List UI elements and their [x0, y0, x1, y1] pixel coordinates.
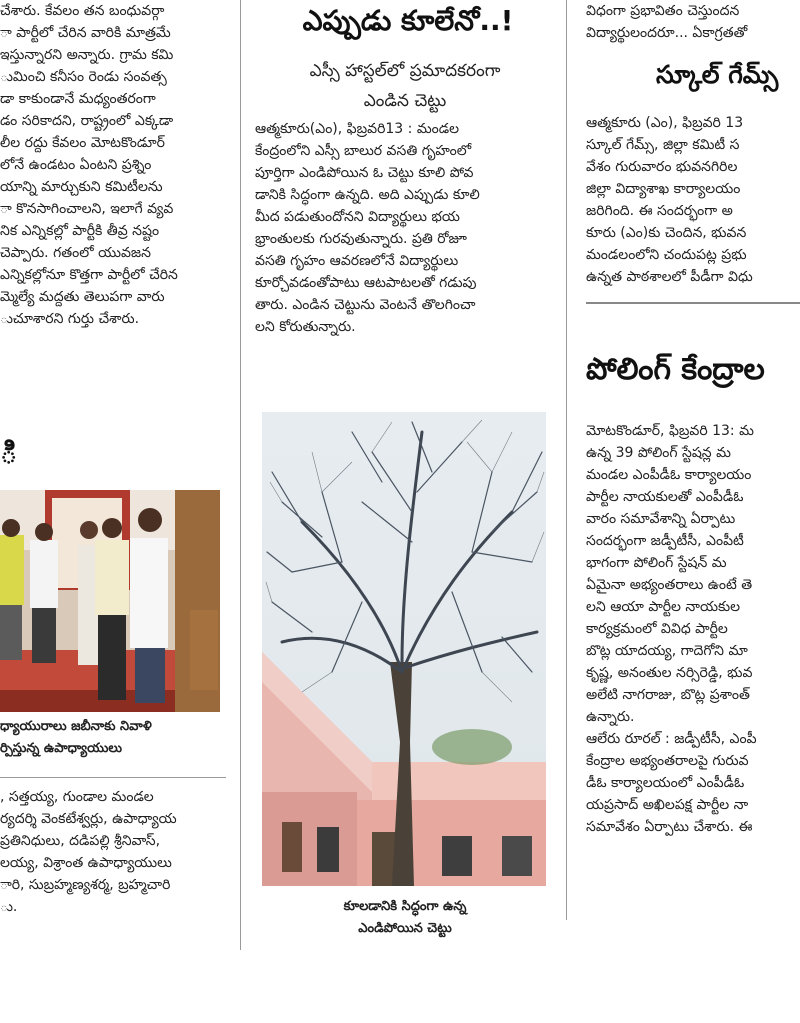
text-line: ఆలేరు రూరల్ : జడ్పీటీసీ, ఎంపీ: [586, 731, 757, 747]
text-line: డీఓ కార్యాలయంలో ఎంపీడీఓ: [586, 775, 745, 791]
text-line: ప్రతినిధులు, దడిపల్లి శ్రీనివాస్,: [0, 833, 161, 849]
right-top-lines: [586, 0, 800, 44]
right-column: [586, 0, 800, 1023]
text-line: లయ్య, విశ్రాంత ఉపాధ్యాయులు: [0, 855, 172, 871]
left-bottom-story: [0, 786, 228, 918]
text-line: చెప్పారు. గతంలో యువజన: [0, 245, 151, 261]
text-line: కేంద్రాల అభ్యంతరాలపై గురువ: [586, 753, 749, 769]
text-line: యప్రసాద్ అఖిలపక్ష పార్టీల నా: [586, 797, 749, 813]
text-line: జరిగింది. ఈ సందర్భంగా అ: [586, 203, 733, 219]
tribute-photo: [0, 490, 220, 712]
text-line: అలేటి నాగరాజు, బొట్ల ప్రశాంత్: [586, 687, 750, 703]
text-line: వేశం గురువారం భువనగిరిల: [586, 159, 738, 175]
text-line: విద్యార్థులందరూ... ఏకాగ్రతతో: [586, 25, 748, 41]
text-line: వసతి గృహం ఆవరణలోనే విద్యార్థులు: [255, 253, 459, 269]
text-line: జిల్లా విద్యాశాఖ కార్యాలయం: [586, 181, 741, 197]
text-line: పార్టీల నాయకులతో ఎంపీడీఓ: [586, 489, 744, 505]
text-line: ఏమైనా అభ్యంతరాలు ఉంటే తె: [586, 577, 753, 593]
dried-tree-caption: [255, 896, 555, 940]
caption-line: ధ్యాయురాలు జబీనాకు నివాళి: [0, 719, 152, 734]
text-line: ఉన్న 39 పోలింగ్ స్టేషన్ల మ: [586, 445, 731, 461]
text-line: మీద పడుతుందోనని విద్యార్థులు భయ: [255, 209, 460, 225]
text-line: ారి, సుబ్రహ్మణ్యశర్మ, బ్రహ్మచారి: [0, 877, 171, 893]
dried-tree-image: [262, 412, 546, 886]
text-line: ఆత్మకూరు(ఎం), ఫిబ్రవరి13 : మండల: [255, 121, 460, 137]
school-games-headline: స్కూల్ గేమ్స్: [656, 60, 779, 89]
text-line: , సత్తయ్య, గుండాల మండల: [0, 789, 154, 805]
text-line: మ్మెల్యే మద్దతు తెలుపగా వారు: [0, 289, 165, 305]
text-line: ుచూశారని గుర్తు చేశారు.: [0, 311, 140, 327]
right-section-rule: [586, 302, 800, 304]
polling-centres-story: [586, 420, 800, 838]
text-line: కూరు (ఎం)కు చెందిన, భువన: [586, 225, 747, 241]
text-line: స్కూల్ గేమ్స్, జిల్లా కమిటీ స: [586, 137, 740, 153]
text-line: మండలంలోని చందుపట్ల ప్రభు: [586, 247, 747, 263]
text-line: డానికి సిద్ధంగా ఉన్నది. అది ఎప్పుడు కూలి: [255, 187, 480, 203]
left-top-story: [0, 0, 228, 330]
text-line: డా కాకుండానే మధ్యంతరంగా: [0, 91, 156, 107]
school-games-story: [586, 112, 800, 288]
caption-line: కూలడానికి సిద్ధంగా ఉన్న: [343, 899, 467, 914]
text-line: ా పార్టీలో చేరిన వారికి మాత్రమే: [0, 25, 171, 41]
text-line: నిక ఎన్నికల్లో పార్టీకి తీవ్ర నష్టం: [0, 223, 160, 239]
left-caption-rule: [0, 777, 226, 778]
text-line: పూర్తిగా ఎండిపోయిన ఓ చెట్టు కూలి పోవ: [255, 165, 474, 181]
text-line: కృష్ణ, అనంతుల నర్సిరెడ్డి, భువ: [586, 665, 753, 681]
text-line: సందర్భంగా జడ్పీటీసీ, ఎంపీటీ: [586, 533, 744, 549]
text-line: భ్రాంతులకు గురవుతున్నారు. ప్రతి రోజూ: [255, 231, 467, 247]
polling-centres-headline: పోలింగ్ కేంద్రాల: [586, 352, 765, 387]
column-divider-left: [240, 0, 241, 950]
text-line: యాన్ని మార్చుకుని కమిటీలను: [0, 179, 163, 195]
text-line: లీల రద్దు కేవలం మోటకొండూర్: [0, 135, 165, 151]
text-line: మండల ఎంపీడీఓ కార్యాలయం: [586, 467, 752, 483]
caption-line: ర్పిస్తున్న ఉపాధ్యాయులు: [0, 741, 123, 756]
article-headline: ఎప్పుడు కూలేనో..!: [302, 4, 514, 37]
text-line: ఎన్నికల్లోనూ కొత్తగా పార్టీలో చేరిన: [0, 267, 178, 283]
text-line: ుమించి కనీసం రెండు సంవత్స: [0, 69, 167, 85]
article-subhead: [255, 56, 555, 116]
text-line: ఆత్మకూరు (ఎం), ఫిబ్రవరి 13: [586, 115, 744, 131]
column-divider-right: [566, 0, 567, 920]
text-line: సమావేశం ఏర్పాటు చేశారు. ఈ: [586, 819, 753, 835]
tribute-photo-image: [0, 490, 220, 712]
text-line: లని ఆయా పార్టీల నాయకుల: [586, 599, 741, 615]
text-line: లని కోరుతున్నారు.: [255, 319, 356, 335]
text-line: విధంగా ప్రభావితం చెస్తుందన: [586, 3, 740, 19]
text-line: ఇస్తున్నారని అన్నారు. గ్రామ కమి: [0, 47, 174, 63]
text-line: కూర్చోవడంతోపాటు ఆటపాటలతో గడుపు: [255, 275, 477, 291]
caption-line: ఎండిపోయిన చెట్టు: [358, 921, 452, 936]
text-line: కేంద్రంలోని ఎస్సీ బాలుర వసతి గృహంలో: [255, 143, 472, 159]
subhead-line: ఎండిన చెట్టు: [363, 91, 447, 111]
text-line: డం సరికాదని, రాష్ట్రంలో ఎక్కడా: [0, 113, 174, 129]
text-line: ా కొనసాగించాలని, ఇలాగే వ్యవ: [0, 201, 174, 217]
cut-headline: ి: [0, 436, 18, 471]
text-line: తారు. ఎండిన చెట్టును వెంటనే తొలగించా: [255, 297, 476, 313]
text-line: చేశారు. కేవలం తన బంధువర్గా: [0, 3, 165, 19]
text-line: భాగంగా పోలింగ్ స్టేషన్ మ: [586, 555, 727, 571]
tribute-photo-caption: [0, 716, 222, 760]
text-line: మోటకొండూర్, ఫిబ్రవరి 13: మ: [586, 423, 754, 439]
subhead-line: ఎస్సీ హాస్టల్‌లో ప్రమాదకరంగా: [309, 61, 501, 81]
text-line: బొట్ల యాదయ్య, గాదెగోని మా: [586, 643, 748, 659]
text-line: ఉన్నారు.: [586, 709, 635, 725]
text-line: ర్యదర్శి వెంకటేశ్వర్లు, ఉపాధ్యాయ: [0, 811, 177, 827]
text-line: వారం సమావేశాన్ని ఏర్పాటు: [586, 511, 736, 527]
article-body: [255, 118, 551, 338]
dried-tree-photo: [262, 412, 546, 886]
text-line: లోనే ఉండటం ఏంటని ప్రశ్నిం: [0, 157, 152, 173]
text-line: ఉన్నత పాఠశాలలో పీడీగా విధు: [586, 269, 753, 285]
text-line: ు.: [0, 899, 18, 915]
text-line: కార్యక్రమంలో వివిధ పార్టీల: [586, 621, 728, 637]
